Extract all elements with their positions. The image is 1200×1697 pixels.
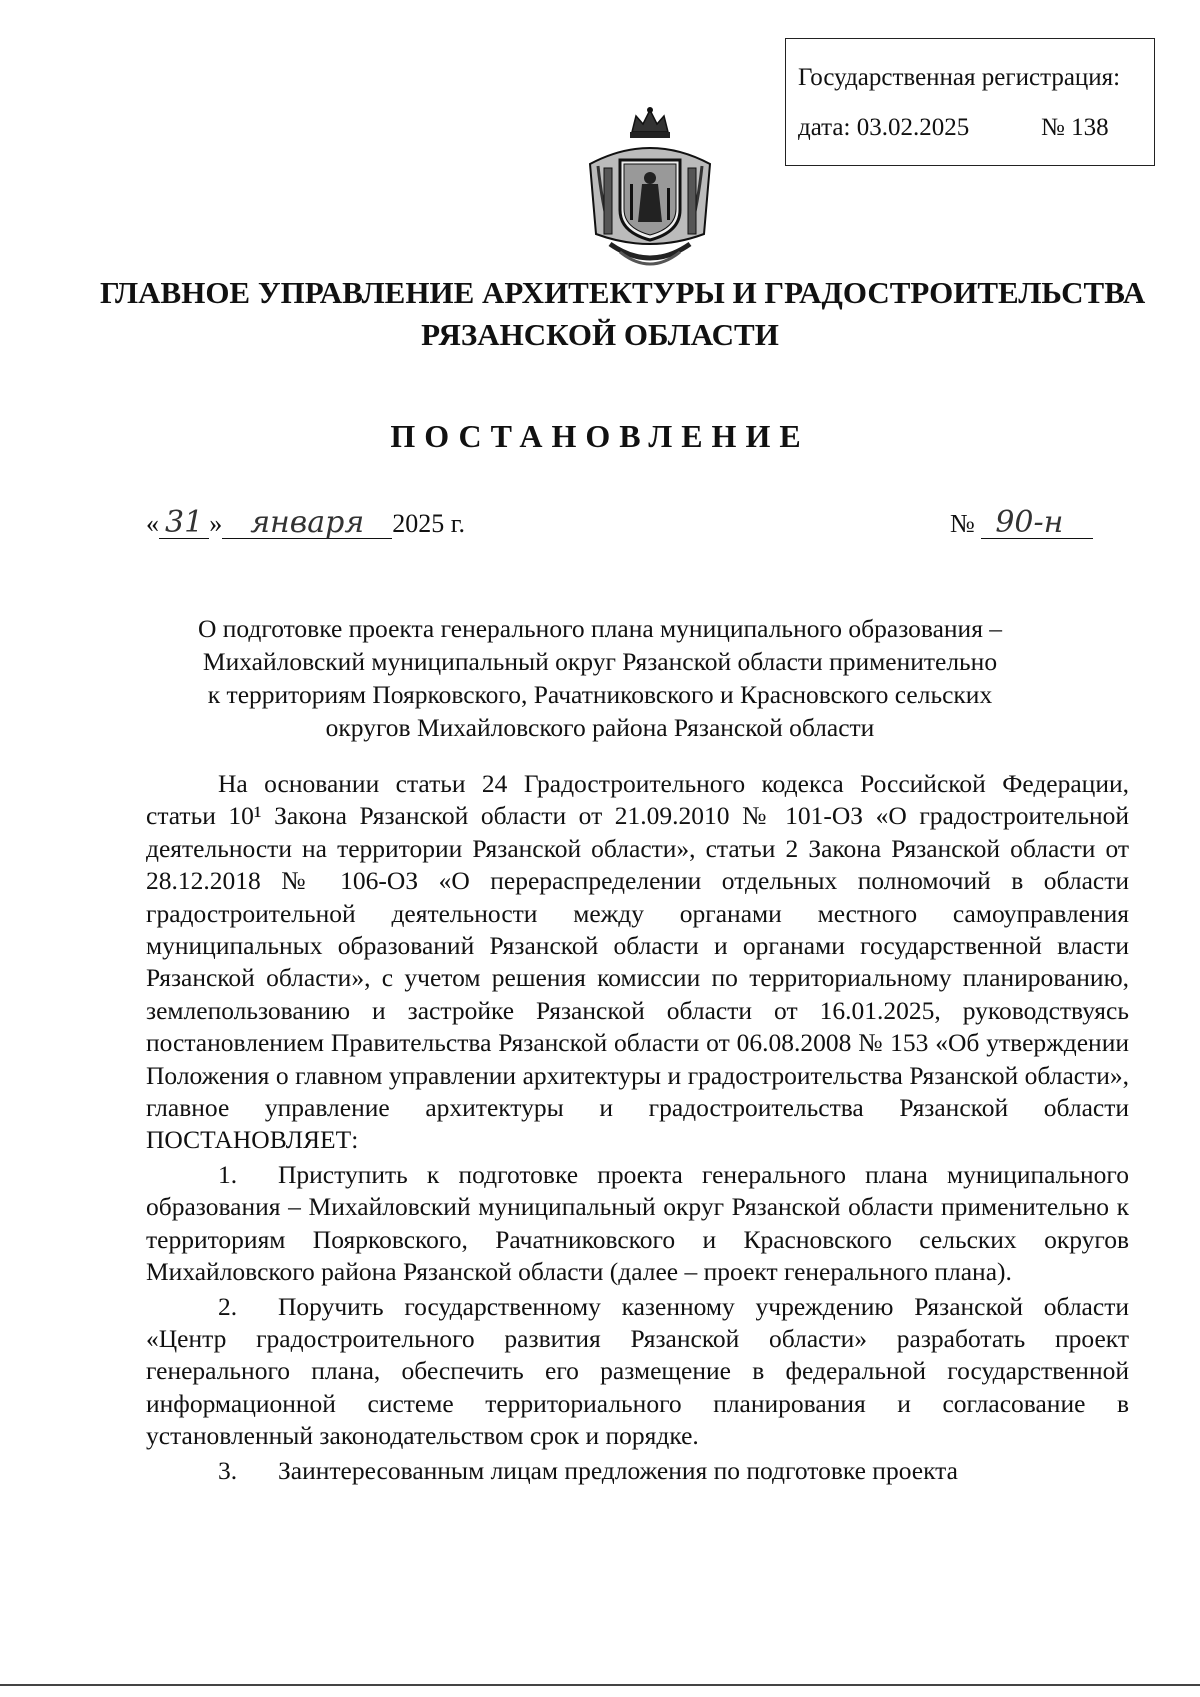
coat-of-arms-icon	[580, 104, 720, 276]
decree-body	[146, 768, 1129, 1487]
subject-line-4: округов Михайловского района Рязанской области	[325, 713, 875, 742]
item-text: Поручить государственному казенному учреждению Рязанской области «Центр градостроительного развития Рязанской области» разработать проект генерального плана, обеспечить его размещение в федеральной государственной информационной системе территориального планирования и согласование в установленный законодательством срок и порядке.	[146, 1291, 1129, 1451]
organization-name	[100, 272, 1146, 356]
subject-line-3: к территориям Поярковского, Рачатниковского и Красновского сельских	[207, 680, 993, 709]
decree-subject	[140, 612, 1060, 744]
item-number: 1.	[218, 1159, 238, 1189]
item-text: Приступить к подготовке проекта генерального плана муниципального образования – Михайловский муниципальный округ Рязанской области применительно к территориям Поярковского, Рачатниковского и Красновского сельских округов Михайловского района Рязанской области (далее – проект генерального плана).	[146, 1159, 1129, 1287]
decree-number-label: №	[950, 509, 975, 538]
decree-date: « 31 » января 2025 г.	[146, 505, 465, 540]
decree-number-line	[950, 505, 1093, 540]
registration-number: № 138	[1041, 114, 1109, 141]
list-item	[146, 1159, 1129, 1289]
org-line-2: РЯЗАНСКОЙ ОБЛАСТИ	[421, 317, 779, 352]
decree-number: 90-н	[981, 508, 1093, 539]
subject-line-2: Михайловский муниципальный округ Рязанской области применительно	[202, 647, 998, 676]
registration-date: дата: 03.02.2025	[798, 114, 970, 141]
registration-stamp	[785, 38, 1155, 166]
decree-year: 2025 г.	[392, 509, 465, 538]
document-type: ПОСТАНОВЛЕНИЕ	[390, 418, 810, 454]
subject-line-1: О подготовке проекта генерального плана муниципального образования –	[197, 614, 1003, 643]
list-item	[146, 1291, 1129, 1453]
item-number: 3.	[218, 1455, 238, 1485]
item-number: 2.	[218, 1291, 238, 1321]
org-line-1: ГЛАВНОЕ УПРАВЛЕНИЕ АРХИТЕКТУРЫ И ГРАДОСТРОИТЕЛЬСТВА	[100, 275, 1146, 310]
item-text: Заинтересованным лицам предложения по подготовке проекта	[278, 1455, 958, 1485]
decree-month: января	[222, 508, 392, 539]
preamble-paragraph: На основании статьи 24 Градостроительного кодекса Российской Федерации, статьи 10¹ Закона Рязанской области от 21.09.2010 № 101-ОЗ «О градостроительной деятельности на территории Рязанской области», статьи 2 Закона Рязанской области от 28.12.2018 № 106-ОЗ «О перераспределении отдельных полномочий в области градостроительной деятельности между органами местного самоуправления муниципальных образований Рязанской области и органами государственной власти Рязанской области», с учетом решения комиссии по территориальному планированию, землепользованию и застройке Рязанской области от 16.01.2025, руководствуясь постановлением Правительства Рязанской области от 06.08.2008 № 153 «Об утверждении Положения о главном управлении архитектуры и градостроительства Рязанской области», главное управление архитектуры и градостроительства Рязанской области ПОСТАНОВЛЯЕТ:	[146, 769, 1129, 1155]
page-bottom-rule	[0, 1684, 1200, 1686]
registration-title: Государственная регистрация:	[798, 64, 1121, 91]
list-item	[146, 1455, 1129, 1487]
decree-day: 31	[159, 508, 209, 539]
